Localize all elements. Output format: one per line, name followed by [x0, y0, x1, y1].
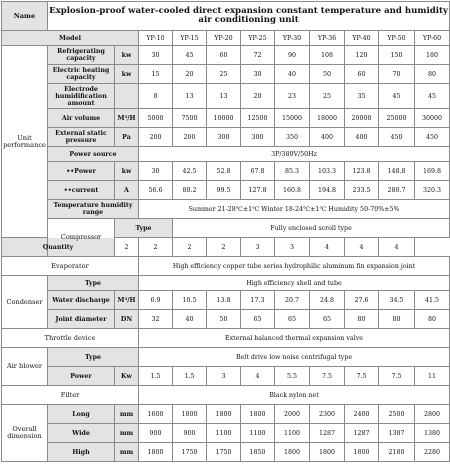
- row-label: Power: [48, 367, 115, 386]
- model-row: [2, 31, 450, 46]
- table-cell: 25000: [379, 109, 415, 128]
- table-cell: 1387: [379, 424, 415, 443]
- row-unit: mm: [115, 405, 139, 424]
- table-row: [2, 386, 450, 405]
- row-label: Electrode humidification amount: [48, 84, 115, 109]
- table-cell: 30000: [415, 109, 450, 128]
- table-cell: 108: [310, 46, 345, 65]
- table-cell: 20: [241, 84, 275, 109]
- table-row: [2, 46, 450, 65]
- table-row: [2, 147, 450, 162]
- table-cell: 7.5: [310, 367, 345, 386]
- table-cell: 2400: [345, 405, 379, 424]
- table-cell: 20000: [345, 109, 379, 128]
- table-cell: 280.7: [379, 181, 415, 200]
- table-cell: 11: [415, 367, 450, 386]
- table-cell: 13.8: [207, 291, 241, 310]
- table-cell: 1380: [415, 424, 450, 443]
- table-cell: 3: [241, 238, 275, 257]
- table-cell: 1100: [241, 424, 275, 443]
- table-cell: 123.8: [345, 162, 379, 181]
- table-cell: 45: [415, 84, 450, 109]
- table-cell: 127.8: [241, 181, 275, 200]
- table-cell: 6.9: [139, 291, 173, 310]
- table-cell: 194.8: [310, 181, 345, 200]
- row-unit: kw: [115, 46, 139, 65]
- table-cell: 40: [275, 65, 310, 84]
- table-cell: 103.3: [310, 162, 345, 181]
- table-row: [2, 405, 450, 424]
- table-row: [2, 65, 450, 84]
- air-blower-type-value: Belt drive low noise centrifugal type: [139, 348, 450, 367]
- table-cell: 80: [345, 310, 379, 329]
- table-cell: 65: [241, 310, 275, 329]
- table-cell: 1800: [139, 443, 173, 462]
- row-label: Type: [48, 276, 139, 291]
- power-source-value: 3P/380V/50Hz: [139, 147, 450, 162]
- table-cell: 1.5: [139, 367, 173, 386]
- table-cell: 45: [379, 84, 415, 109]
- row-label: Long: [48, 405, 115, 424]
- overall-dimension-group-label: Overall dimension: [2, 405, 48, 462]
- table-cell: 169.8: [415, 162, 450, 181]
- row-label: Wide: [48, 424, 115, 443]
- row-unit: kw: [115, 65, 139, 84]
- table-cell: 30: [241, 65, 275, 84]
- table-cell: 70: [379, 65, 415, 84]
- row-label: Electric heating capacity: [48, 65, 115, 84]
- model-cell: YP-10: [139, 31, 173, 46]
- table-cell: 25: [310, 84, 345, 109]
- table-cell: 27.6: [345, 291, 379, 310]
- spec-table: [1, 1, 450, 462]
- header-row: [2, 2, 450, 31]
- unit-performance-group-label: Unit performance: [2, 46, 48, 238]
- table-cell: 1100: [207, 424, 241, 443]
- table-cell: 80: [379, 310, 415, 329]
- table-row: [2, 367, 450, 386]
- table-row: [2, 128, 450, 147]
- row-unit: Pa: [115, 128, 139, 147]
- table-cell: 1.5: [173, 367, 207, 386]
- table-cell: 60: [345, 65, 379, 84]
- table-cell: 1287: [345, 424, 379, 443]
- table-cell: 85.3: [275, 162, 310, 181]
- table-cell: 400: [310, 128, 345, 147]
- table-cell: 2: [207, 238, 241, 257]
- row-unit: kw: [115, 162, 139, 181]
- table-cell: 150: [379, 46, 415, 65]
- model-cell: YP-30: [275, 31, 310, 46]
- table-cell: 1287: [310, 424, 345, 443]
- condenser-type-value: High efficiency shell and tube: [139, 276, 450, 291]
- table-row: [2, 329, 450, 348]
- table-cell: 7.5: [345, 367, 379, 386]
- table-cell: 2: [115, 238, 139, 257]
- table-cell: 300: [241, 128, 275, 147]
- table-cell: 17.3: [241, 291, 275, 310]
- table-cell: 45: [173, 46, 207, 65]
- row-label: Water discharge: [48, 291, 115, 310]
- power-source-label: Power source: [48, 147, 139, 162]
- row-label: Joint diameter: [48, 310, 115, 329]
- row-label: Air volume: [48, 109, 115, 128]
- table-cell: 30: [139, 46, 173, 65]
- table-row: [2, 424, 450, 443]
- table-cell: 3: [207, 367, 241, 386]
- temp-humidity-label: Temperature humidity range: [48, 200, 139, 219]
- table-cell: 200: [173, 128, 207, 147]
- filter-label: Filter: [2, 386, 139, 405]
- table-cell: 450: [415, 128, 450, 147]
- table-cell: 99.5: [207, 181, 241, 200]
- table-cell: 24.8: [310, 291, 345, 310]
- table-cell: 15000: [275, 109, 310, 128]
- table-cell: 1750: [173, 443, 207, 462]
- table-cell: 120: [345, 46, 379, 65]
- model-cell: YP-60: [415, 31, 450, 46]
- table-cell: 5000: [139, 109, 173, 128]
- table-cell: 1800: [345, 443, 379, 462]
- table-cell: 2500: [379, 405, 415, 424]
- table-row: [2, 162, 450, 181]
- model-cell: YP-25: [241, 31, 275, 46]
- table-cell: 2180: [379, 443, 415, 462]
- table-cell: 3: [275, 238, 310, 257]
- table-cell: 900: [173, 424, 207, 443]
- table-cell: 1600: [139, 405, 173, 424]
- table-row: [2, 276, 450, 291]
- table-cell: 42.5: [173, 162, 207, 181]
- product-title: Explosion-proof water-cooled direct expansion constant temperature and humidity air conditioning unit: [48, 2, 450, 31]
- table-cell: 233.5: [345, 181, 379, 200]
- table-cell: 300: [207, 128, 241, 147]
- table-cell: 900: [139, 424, 173, 443]
- table-cell: 18000: [310, 109, 345, 128]
- model-label: Model: [2, 31, 139, 46]
- table-cell: 20.7: [275, 291, 310, 310]
- row-unit: mm: [115, 443, 139, 462]
- compressor-group-label: Compressor: [48, 219, 115, 257]
- table-cell: 320.3: [415, 181, 450, 200]
- table-cell: 2300: [310, 405, 345, 424]
- table-cell: 80: [415, 310, 450, 329]
- table-row: [2, 348, 450, 367]
- table-cell: 60: [207, 46, 241, 65]
- table-cell: 4: [310, 238, 345, 257]
- row-unit: [115, 84, 139, 109]
- row-label: High: [48, 443, 115, 462]
- table-cell: 13: [173, 84, 207, 109]
- table-cell: 4: [379, 238, 415, 257]
- row-label: Quantity: [2, 238, 115, 257]
- model-cell: YP-50: [379, 31, 415, 46]
- table-cell: 40: [173, 310, 207, 329]
- table-cell: 90: [275, 46, 310, 65]
- table-row: [2, 219, 450, 238]
- table-cell: 35: [345, 84, 379, 109]
- table-row: [2, 109, 450, 128]
- table-cell: 50: [207, 310, 241, 329]
- table-cell: 15: [139, 65, 173, 84]
- table-cell: 1750: [207, 443, 241, 462]
- table-cell: 65: [310, 310, 345, 329]
- air-blower-group-label: Air blower: [2, 348, 48, 386]
- table-cell: 1800: [275, 443, 310, 462]
- table-cell: 200: [139, 128, 173, 147]
- table-cell: 80.2: [173, 181, 207, 200]
- table-cell: 65: [275, 310, 310, 329]
- table-cell: 1800: [173, 405, 207, 424]
- row-unit: A: [115, 181, 139, 200]
- table-cell: 400: [345, 128, 379, 147]
- filter-value: Black nylon net: [139, 386, 450, 405]
- table-row: [2, 200, 450, 219]
- table-cell: 10000: [207, 109, 241, 128]
- model-cell: YP-36: [310, 31, 345, 46]
- table-cell: 80: [415, 65, 450, 84]
- table-cell: 350: [275, 128, 310, 147]
- row-label: ••Power: [48, 162, 115, 181]
- table-row: [2, 84, 450, 109]
- table-cell: 34.5: [379, 291, 415, 310]
- throttle-value: External balanced thermal expansion valve: [139, 329, 450, 348]
- table-cell: 7500: [173, 109, 207, 128]
- table-cell: 450: [379, 128, 415, 147]
- name-label: Name: [2, 2, 48, 31]
- table-cell: 23: [275, 84, 310, 109]
- table-row: [2, 291, 450, 310]
- table-cell: 2: [139, 238, 173, 257]
- row-unit: Kw: [115, 367, 139, 386]
- table-cell: 2800: [415, 405, 450, 424]
- row-label: Type: [115, 219, 173, 238]
- row-label: Refrigerating capacity: [48, 46, 115, 65]
- table-cell: 10.5: [173, 291, 207, 310]
- row-label: ••current: [48, 181, 115, 200]
- table-cell: 67.8: [241, 162, 275, 181]
- evaporator-value: High efficiency copper tube series hydrophilic aluminum fin expansion joint: [139, 257, 450, 276]
- model-cell: YP-15: [173, 31, 207, 46]
- table-cell: 2280: [415, 443, 450, 462]
- table-cell: 12500: [241, 109, 275, 128]
- table-cell: 72: [241, 46, 275, 65]
- table-cell: 4: [345, 238, 379, 257]
- table-cell: 1850: [241, 443, 275, 462]
- table-cell: 25: [207, 65, 241, 84]
- row-unit: M³/H: [115, 109, 139, 128]
- table-cell: 1800: [241, 405, 275, 424]
- table-row: [2, 310, 450, 329]
- table-cell: 1800: [310, 443, 345, 462]
- table-cell: 180: [415, 46, 450, 65]
- table-cell: 2000: [275, 405, 310, 424]
- table-cell: 1100: [275, 424, 310, 443]
- row-unit: M³/H: [115, 291, 139, 310]
- table-cell: 52.8: [207, 162, 241, 181]
- throttle-label: Throttle device: [2, 329, 139, 348]
- table-row: [2, 443, 450, 462]
- table-cell: 160.8: [275, 181, 310, 200]
- table-cell: 41.5: [415, 291, 450, 310]
- evaporator-label: Evaporator: [2, 257, 139, 276]
- table-cell: 30: [139, 162, 173, 181]
- table-row: [2, 181, 450, 200]
- table-cell: 50: [310, 65, 345, 84]
- model-cell: YP-40: [345, 31, 379, 46]
- row-label: Type: [48, 348, 139, 367]
- table-cell: 5.5: [275, 367, 310, 386]
- row-label: External static pressure: [48, 128, 115, 147]
- table-row: [2, 257, 450, 276]
- table-cell: 2: [173, 238, 207, 257]
- table-cell: 148.8: [379, 162, 415, 181]
- table-cell: 7.5: [379, 367, 415, 386]
- row-unit: mm: [115, 424, 139, 443]
- compressor-type-value: Fully enclosed scroll type: [173, 219, 450, 238]
- condenser-group-label: Condenser: [2, 276, 48, 329]
- table-cell: 56.6: [139, 181, 173, 200]
- table-cell: 13: [207, 84, 241, 109]
- row-unit: DN: [115, 310, 139, 329]
- table-cell: 8: [139, 84, 173, 109]
- temp-humidity-value: Summer 21-28℃±1℃ Winter 18-24℃±1℃ Humidity 50-70%±5%: [139, 200, 450, 219]
- table-cell: 32: [139, 310, 173, 329]
- model-cell: YP-20: [207, 31, 241, 46]
- table-cell: 20: [173, 65, 207, 84]
- table-cell: 1800: [207, 405, 241, 424]
- table-cell: 4: [241, 367, 275, 386]
